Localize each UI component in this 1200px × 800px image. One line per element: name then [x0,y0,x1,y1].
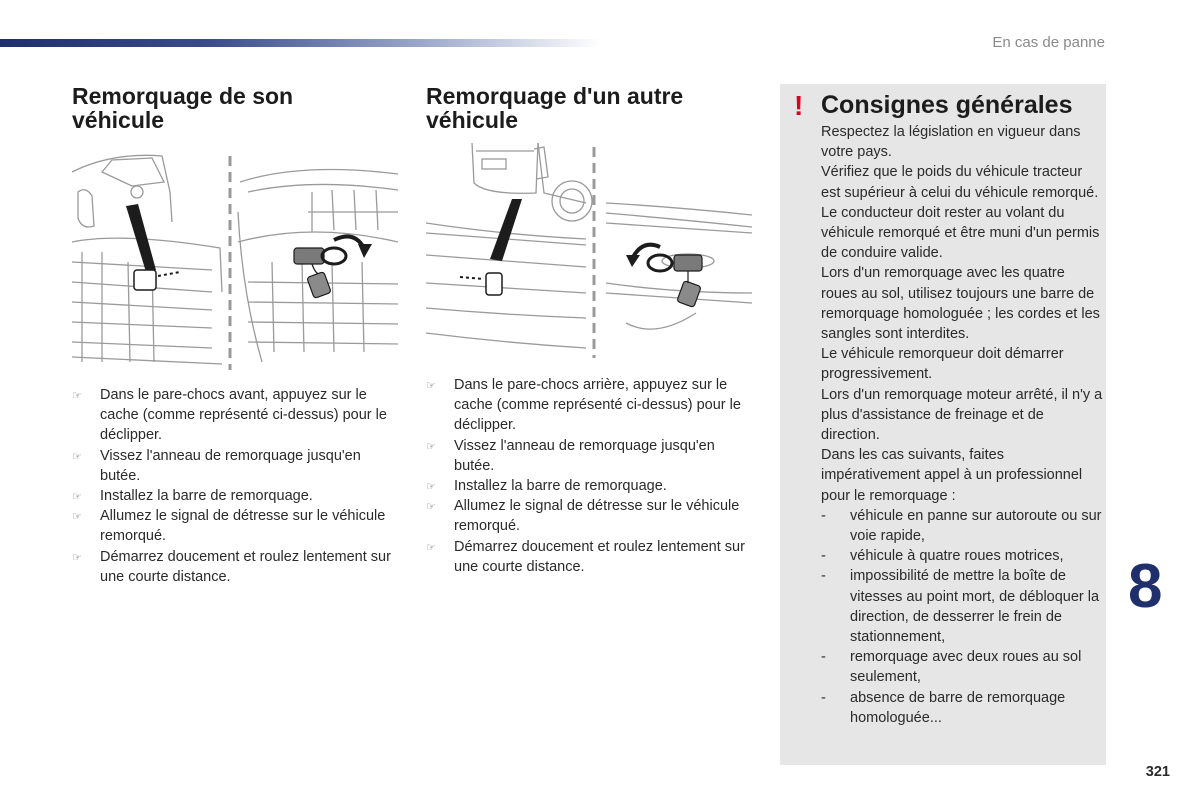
dash-marker: - [821,568,826,585]
list-item: ☞ Vissez l'anneau de remorquage jusqu'en butée. [426,437,715,474]
panel-title: Consignes générales [821,91,1073,119]
pointing-hand-icon: ☞ [426,481,436,494]
column-other-vehicle [426,84,756,132]
panel-paragraph: Lors d'un remorquage moteur arrêté, il n'y a plus d'assistance de freinage et de direction. [821,386,1103,444]
header-color-bar [0,39,600,47]
steps-own-vehicle [72,385,397,587]
section-title: En cas de panne [992,34,1105,51]
list-item: ☞ Dans le pare-chocs arrière, appuyez sur le cache (comme représenté ci-dessus) pour le déclipper. [426,377,741,434]
panel-paragraph: Le véhicule remorqueur doit démarrer progressivement. [821,346,1064,383]
panel-paragraph: Dans les cas suivants, faites impérativement appel à un professionnel pour le remorquage : [821,447,1083,504]
list-item: ☞ Démarrez doucement et roulez lentement sur une courte distance. [426,538,745,575]
heading-own-vehicle: Remorquage de son véhicule [72,83,294,133]
panel-paragraph: Le conducteur doit rester au volant du véhicule remorqué et être muni d'un permis de conduire valide. [821,204,1100,262]
dash-marker: - [821,649,826,666]
list-item: ☞ Démarrez doucement et roulez lentement sur une courte distance. [72,548,391,585]
list-item: ☞ Vissez l'anneau de remorquage jusqu'en butée. [72,447,361,484]
list-item: ☞ Installez la barre de remorquage. [72,486,397,506]
list-item: - véhicule en panne sur autoroute ou sur voie rapide, [821,507,1102,545]
page-number: 321 [1145,764,1170,780]
pointing-hand-icon: ☞ [72,551,82,564]
dash-marker: - [821,507,826,524]
list-item: ☞ Allumez le signal de détresse sur le véhicule remorqué. [72,508,386,545]
rear-bumper-illustration [426,143,752,358]
general-instructions-panel [780,84,1106,765]
pointing-hand-icon: ☞ [426,440,436,453]
panel-paragraph: Lors d'un remorquage avec les quatre roues au sol, utilisez toujours une barre de remorquage homologuée ; les cordes et les sangles sont interdites. [821,265,1100,343]
pointing-hand-icon: ☞ [72,511,82,524]
dash-marker: - [821,548,826,565]
chapter-number: 8 [1128,552,1163,621]
front-bumper-illustration [72,152,398,370]
pointing-hand-icon: ☞ [426,541,436,554]
list-item: - impossibilité de mettre la boîte de vitesses au point mort, de débloquer la direction, de desserrer le frein de stationnement, [821,568,1100,646]
pointing-hand-icon: ☞ [72,450,82,463]
pointing-hand-icon: ☞ [426,501,436,514]
heading-other-vehicle: Remorquage d'un autre véhicule [426,83,684,133]
list-item: ☞ Installez la barre de remorquage. [426,476,751,496]
list-item: - remorquage avec deux roues au sol seulement, [821,649,1082,686]
pointing-hand-icon: ☞ [72,390,82,402]
list-item: - absence de barre de remorquage homologuée... [821,689,1066,726]
list-item: ☞ Dans le pare-chocs avant, appuyez sur le cache (comme représenté ci-dessus) pour le déclipper. [72,387,387,444]
warning-icon: ! [794,90,804,121]
column-own-vehicle [72,84,402,132]
panel-body [821,122,1103,728]
steps-other-vehicle [426,375,751,577]
list-item: - véhicule à quatre roues motrices, [821,546,1103,566]
panel-paragraph: Respectez la législation en vigueur dans votre pays. [821,124,1081,161]
pointing-hand-icon: ☞ [426,380,436,392]
pointing-hand-icon: ☞ [72,491,82,504]
panel-paragraph: Vérifiez que le poids du véhicule tracteur est supérieur à celui du véhicule remorqué. [821,164,1099,201]
dash-marker: - [821,689,826,706]
professional-cases-list [821,506,1103,728]
list-item: ☞ Allumez le signal de détresse sur le véhicule remorqué. [426,498,740,535]
